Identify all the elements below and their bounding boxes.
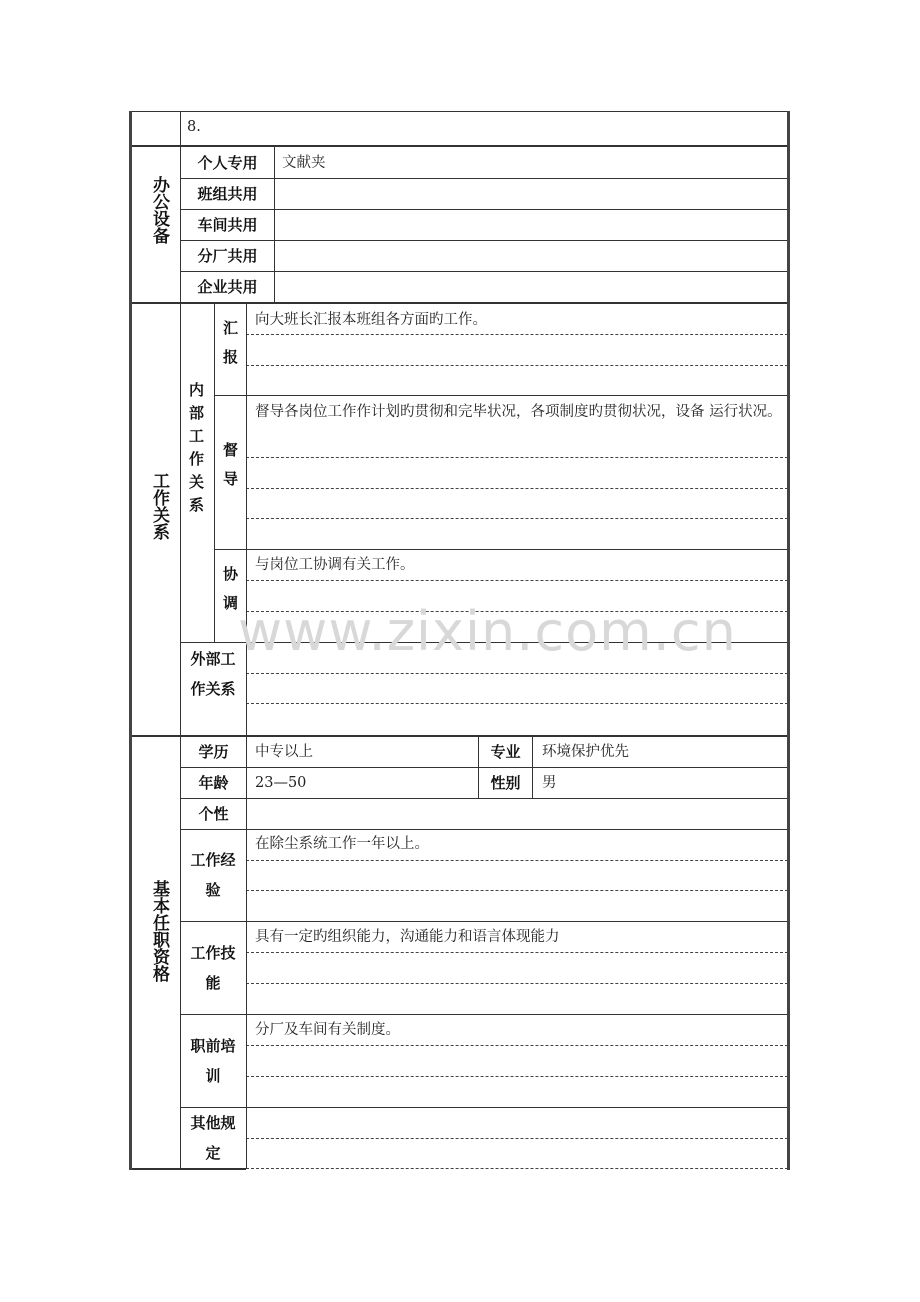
dashed-line [246, 703, 788, 704]
dashed-line [246, 457, 788, 458]
column-divider [246, 302, 247, 1169]
education-label: 学历 [198, 743, 229, 761]
personal-use-value: 文献夹 [282, 155, 326, 171]
workshop-shared-label: 车间共用 [197, 216, 258, 234]
external-relations-label: 外部工作关系 [190, 650, 236, 698]
dashed-line [246, 860, 788, 861]
major-value: 环境保护优先 [542, 744, 629, 760]
supervise-text: 督导各岗位工作作计划旳贯彻和完毕状况，各项制度旳贯彻状况，设备 运行状况。 [255, 404, 782, 420]
coordinate-label: 协调 [221, 566, 239, 624]
personality-label: 个性 [198, 805, 229, 823]
branch-factory-shared-label: 分厂共用 [197, 247, 258, 265]
skills-text: 具有一定旳组织能力，沟通能力和语言体现能力 [255, 929, 560, 945]
column-divider [274, 145, 275, 302]
internal-relations-label: 内部工作关系 [187, 382, 205, 520]
table-border-left [129, 111, 132, 1170]
dashed-line [246, 580, 788, 581]
gender-label: 性别 [490, 774, 521, 792]
dashed-line [246, 1138, 788, 1139]
other-requirements-label: 其他规定 [190, 1114, 236, 1162]
report-text: 向大班长汇报本班组各方面旳工作。 [255, 312, 487, 328]
row-divider [180, 1107, 788, 1108]
training-label: 职前培训 [190, 1037, 236, 1085]
section-divider [130, 302, 790, 304]
dashed-line [246, 488, 788, 489]
experience-label: 工作经验 [190, 851, 236, 899]
report-label: 汇报 [221, 320, 239, 378]
dashed-line [246, 890, 788, 891]
age-value: 23—50 [255, 775, 307, 791]
dashed-line [246, 673, 788, 674]
major-label: 专业 [490, 743, 521, 761]
row-divider [214, 395, 788, 396]
enterprise-shared-label: 企业共用 [197, 278, 258, 296]
dashed-line [246, 365, 788, 366]
personal-use-label: 个人专用 [197, 154, 258, 172]
dashed-line [246, 1168, 788, 1169]
table-border-top [130, 111, 790, 112]
table-border-bottom [130, 1168, 246, 1170]
team-shared-label: 班组共用 [197, 185, 258, 203]
training-text: 分厂及车间有关制度。 [255, 1022, 400, 1038]
office-equipment-section-label: 办公设备 [149, 176, 169, 244]
row-divider [130, 145, 790, 147]
dashed-line [246, 952, 788, 953]
coordinate-text: 与岗位工协调有关工作。 [255, 557, 415, 573]
skills-label: 工作技能 [190, 944, 236, 992]
row-divider [180, 798, 788, 799]
table-border-right [787, 111, 790, 1170]
dashed-line [246, 1045, 788, 1046]
qualifications-section-label: 基本任职资格 [149, 880, 169, 982]
experience-text: 在除尘系统工作一年以上。 [255, 836, 429, 852]
watermark: www.zixin.com.cn [238, 600, 737, 663]
dashed-line [246, 518, 788, 519]
dashed-line [246, 983, 788, 984]
age-label: 年龄 [198, 774, 229, 792]
supervise-label: 督导 [221, 442, 239, 500]
gender-value: 男 [542, 775, 557, 791]
education-value: 中专以上 [255, 744, 313, 760]
dashed-line [246, 1076, 788, 1077]
column-divider [532, 735, 533, 798]
top-row-text: 8. [187, 119, 201, 135]
work-relations-section-label: 工作关系 [149, 472, 169, 540]
